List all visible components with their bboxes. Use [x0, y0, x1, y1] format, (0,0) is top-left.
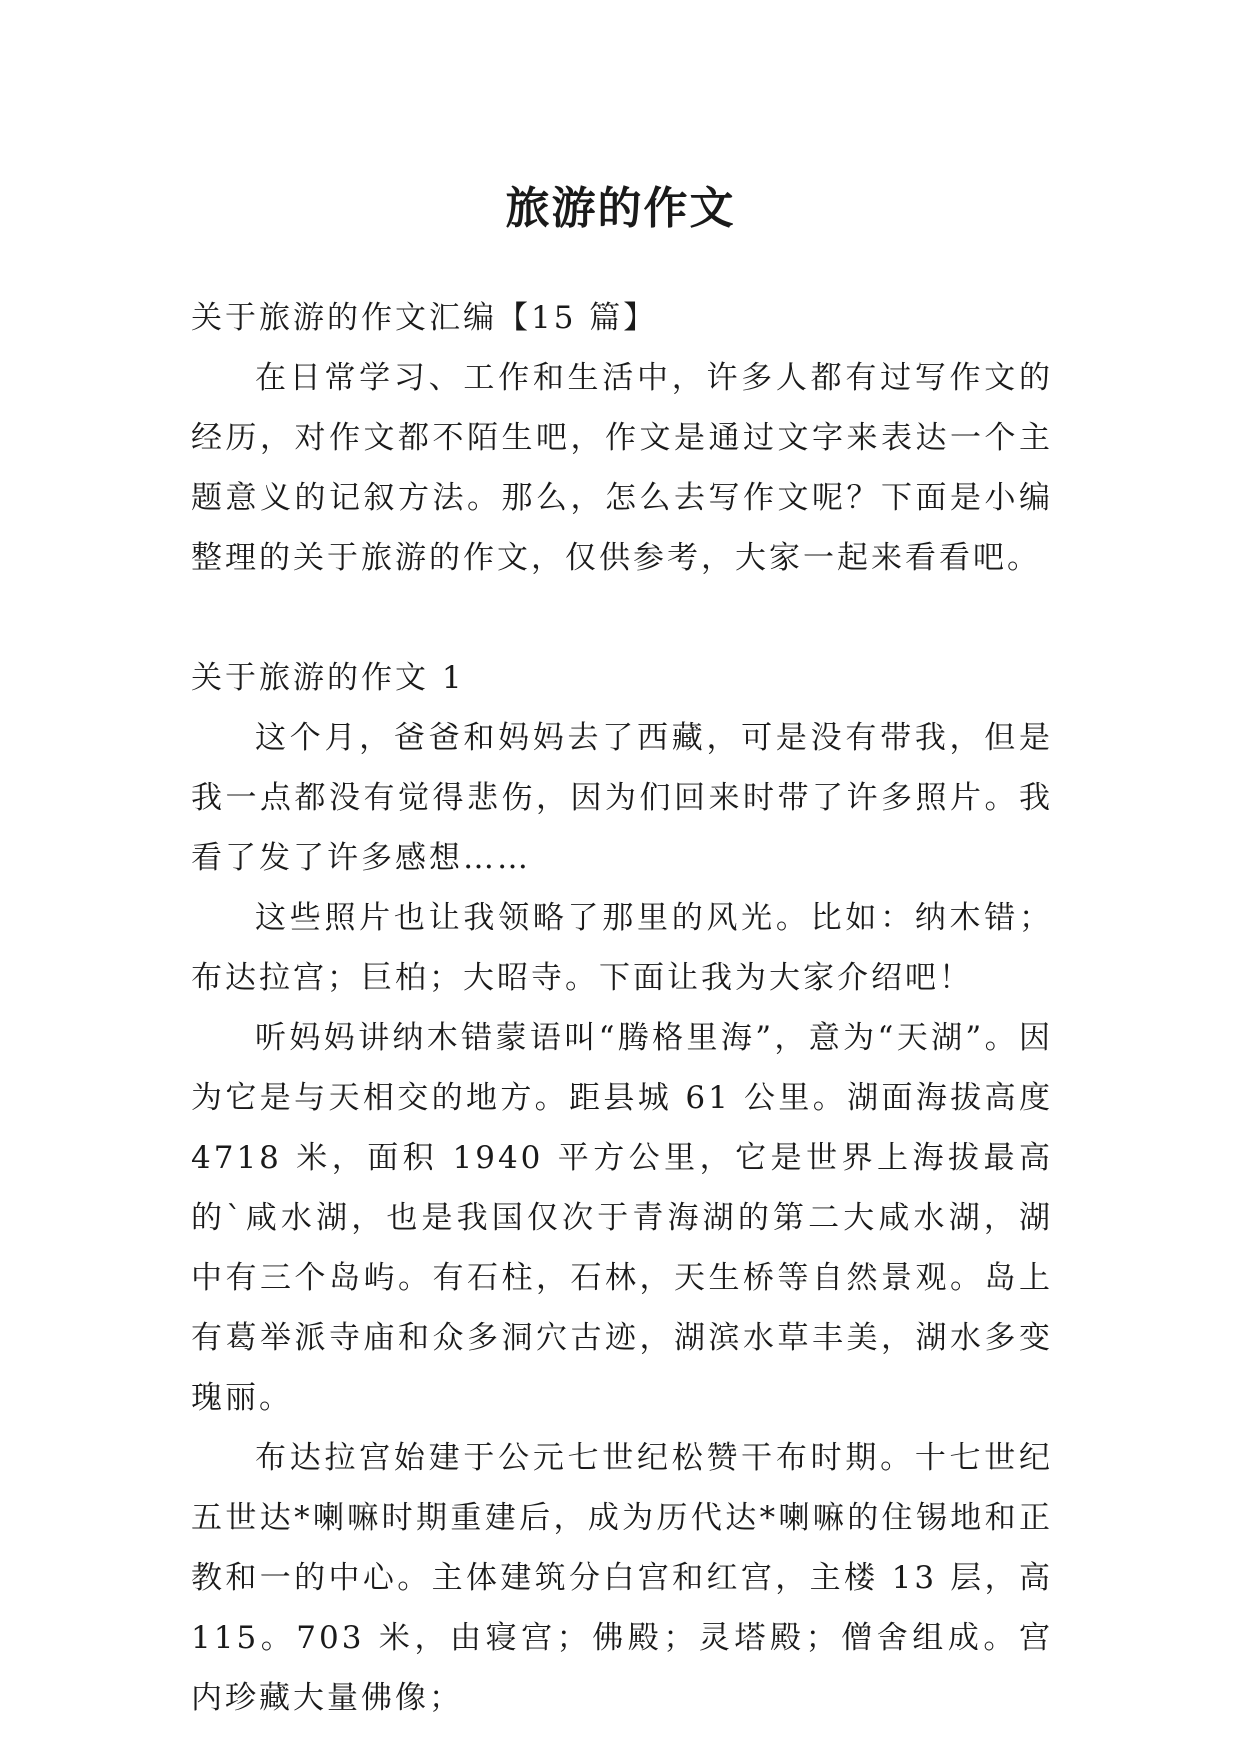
essay-1-heading: 关于旅游的作文 1 — [191, 660, 465, 696]
collection-heading: 关于旅游的作文汇编【15 篇】 — [191, 300, 658, 336]
paragraph-spacer — [191, 588, 1053, 648]
essay-1-paragraph-3: 听妈妈讲纳木错蒙语叫“腾格里海”，意为“天湖”。因为它是与天相交的地方。距县城 61 公里。湖面海拔高度 4718 米，面积 1940 平方公里，它是世界上海拔最高的`咸水湖，也是我国仅次于青海湖的第二大咸水湖，湖中有三个岛屿。有石柱，石林，天生桥等自然景观。岛上有葛举派寺庙和众多洞穴古迹，湖滨水草丰美，湖水多变瑰丽。 — [191, 1020, 1053, 1416]
essay-1-paragraph-2: 这些照片也让我领略了那里的风光。比如：纳木错；布达拉宫；巨柏；大昭寺。下面让我为大家介绍吧！ — [191, 900, 1053, 996]
essay-1-paragraph-4: 布达拉宫始建于公元七世纪松赞干布时期。十七世纪五世达*喇嘛时期重建后，成为历代达*喇嘛的住锡地和正教和一的中心。主体建筑分白宫和红宫，主楼 13 层，高 115。703 米，由寝宫；佛殿；灵塔殿；僧舍组成。宫内珍藏大量佛像； — [191, 1440, 1053, 1716]
essay-1-paragraph-1: 这个月，爸爸和妈妈去了西藏，可是没有带我，但是我一点都没有觉得悲伤，因为们回来时带了许多照片。我看了发了许多感想…… — [191, 720, 1053, 876]
document-title: 旅游的作文 — [505, 183, 736, 235]
intro-paragraph: 在日常学习、工作和生活中，许多人都有过写作文的经历，对作文都不陌生吧，作文是通过文字来表达一个主题意义的记叙方法。那么，怎么去写作文呢？下面是小编整理的关于旅游的作文，仅供参考，大家一起来看看吧。 — [191, 360, 1053, 576]
document-body — [191, 288, 1053, 1728]
